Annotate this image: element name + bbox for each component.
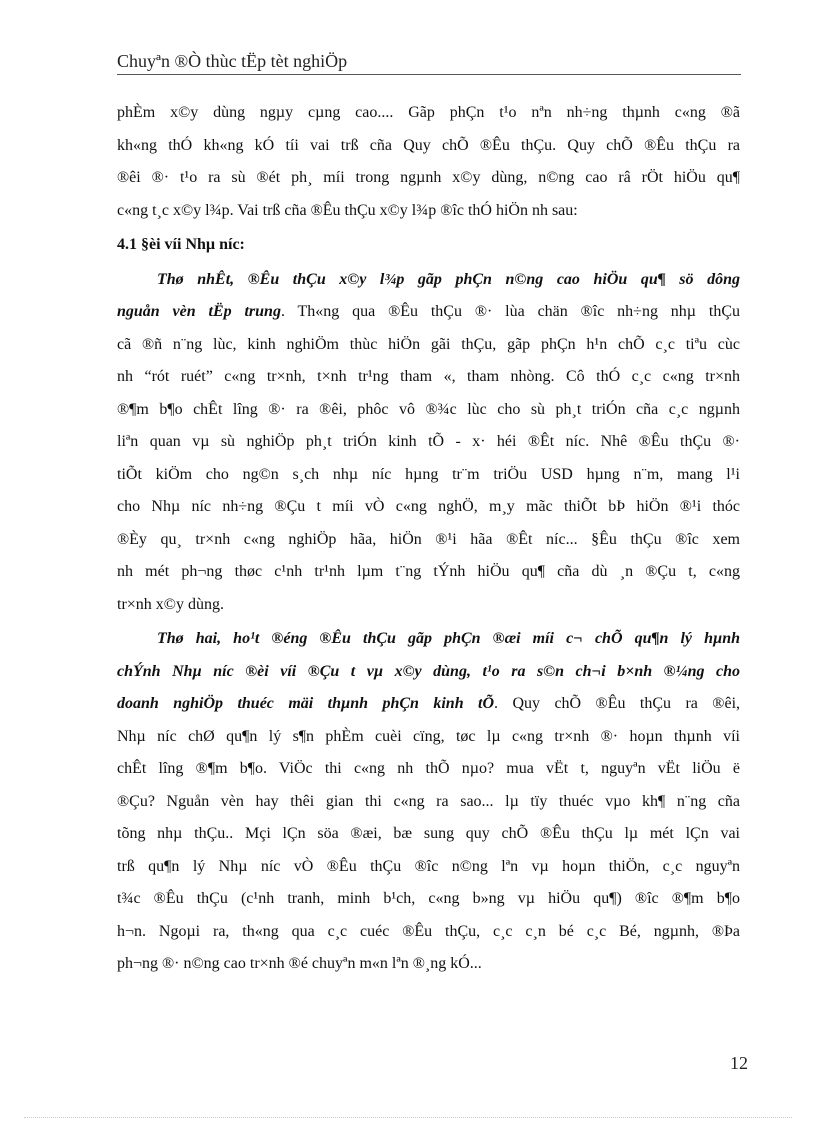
page-number: 12 — [730, 1053, 748, 1073]
text-line: trß qu¶n lý Nhµ níc vÒ ®Êu thÇu ®îc n©ng lªn vµ hoµn thiÖn, c¸c nguyªn — [117, 857, 740, 875]
text-line: nh mét ph¬ng thøc c¹nh tr¹nh lµm t¨ng tÝnh hiÖu qu¶ cña dù ¸n ®Çu t, c«ng — [117, 563, 740, 580]
header-title: Chuyªn ®Ò thùc tËp tèt nghiÖp — [117, 51, 348, 71]
text-line: ®¶m b¶o chÊt lîng ®· ra ®êi, phôc vô ®¾c lùc cho sù ph¸t triÓn cña c¸c ngµnh — [117, 400, 740, 418]
emphasis-text: nguån vèn tËp trung — [117, 303, 281, 320]
text-line: tõng nhµ thÇu.. Mçi lÇn söa ®æi, bæ sung quy chÕ ®Êu thÇu lµ mét lÇn vai — [117, 825, 740, 842]
text-line — [117, 688, 740, 721]
text-line: tr×nh x©y dùng. — [117, 595, 224, 613]
paragraph-intro — [117, 97, 740, 227]
text-line: Nhµ níc chØ qu¶n lý s¶n phÈm cuèi cïng, tøc lµ c«ng tr×nh ®· hoµn thµnh víi — [117, 727, 740, 745]
paragraph-first-role — [117, 264, 740, 622]
body-text: . Th«ng qua ®Êu thÇu ®· lùa chän ®îc nh÷ng nhµ thÇu — [280, 303, 740, 320]
page-bottom-divider — [24, 1117, 792, 1118]
text-line: c«ng t¸c x©y l¾p. Vai trß cña ®Êu thÇu x©y l¾p ®îc thÓ hiÖn nh sau: — [117, 201, 578, 219]
emphasis-text: doanh nghiÖp thuéc mäi thµnh phÇn kinh tÕ — [117, 695, 495, 712]
body-text: . Quy chÕ ®Êu thÇu ra ®êi, — [494, 695, 740, 712]
page-header — [117, 49, 741, 75]
emphasis-line: Thø hai, ho¹t ®éng ®Êu thÇu gãp phÇn ®æi míi c¬ chÕ qu¶n lý hµnh — [157, 630, 740, 647]
text-line: kh«ng thÓ kh«ng kÓ tíi vai trß cña Quy chÕ ®Êu thÇu. Quy chÕ ®Êu thÇu ra — [117, 136, 740, 154]
text-line: t¾c ®Êu thÇu (c¹nh tranh, minh b¹ch, c«ng b»ng vµ hiÖu qu¶) ®îc ®¶m b¶o — [117, 890, 740, 907]
text-line: cho Nhµ níc nh÷ng ®Çu t míi vÒ c«ng nghÖ, m¸y mãc thiÕt bÞ hiÖn ®¹i thóc — [117, 498, 740, 515]
text-line: ®Èy qu¸ tr×nh c«ng nghiÖp hãa, hiÖn ®¹i hãa ®Êt níc... §Êu thÇu ®îc xem — [117, 530, 740, 548]
text-line: phÈm x©y dùng ngµy cµng cao.... Gãp phÇn t¹o nªn nh÷ng thµnh c«ng ®ã — [117, 104, 740, 121]
text-line: ph¬ng ®· n©ng cao tr×nh ®é chuyªn m«n lªn ®¸ng kÓ... — [117, 955, 482, 972]
text-line: ®êi ®· t¹o ra sù ®ét ph¸ míi trong ngµnh x©y dùng, n©ng cao râ rÖt hiÖu qu¶ — [117, 169, 740, 186]
text-line — [117, 296, 740, 329]
text-line: chÊt lîng ®¶m b¶o. ViÖc thi c«ng nh thÕ nµo? mua vËt t, nguyªn vËt liÖu ë — [117, 760, 740, 777]
text-line: cã ®ñ n¨ng lùc, kinh nghiÖm thùc hiÖn gãi thÇu, gãp phÇn h¹n chÕ c¸c tiªu cùc — [117, 335, 740, 353]
section-heading — [117, 229, 740, 262]
emphasis-line: Thø nhÊt, ®Êu thÇu x©y l¾p gãp phÇn n©ng cao hiÖu qu¶ sö dông — [157, 270, 740, 288]
section-heading-text: 4.1 §èi víi Nhµ níc: — [117, 236, 245, 253]
text-line: nh “rót ruét” c«ng tr×nh, t×nh tr¹ng tham «, tham nhòng. Cô thÓ c¸c c«ng tr×nh — [117, 368, 740, 385]
paragraph-second-role — [117, 623, 740, 981]
text-line: h¬n. Ngoµi ra, th«ng qua c¸c cuéc ®Êu thÇu, c¸c c¸n bé c¸c Bé, ngµnh, ®Þa — [117, 922, 740, 940]
emphasis-line: chÝnh Nhµ níc ®èi víi ®Çu t vµ x©y dùng, t¹o ra s©n ch¬i b×nh ®¼ng cho — [117, 662, 740, 680]
page-body — [117, 97, 740, 981]
text-line: ®Çu? Nguån vèn hay thêi gian thi c«ng ra sao... lµ tïy thuéc vµo kh¶ n¨ng cña — [117, 792, 740, 810]
text-line: tiÕt kiÖm cho ng©n s¸ch nhµ níc hµng tr¨m triÖu USD hµng n¨m, mang l¹i — [117, 465, 740, 483]
text-line: liªn quan vµ sù nghiÖp ph¸t triÓn kinh tÕ - x· héi ®Êt níc. Nhê ®Êu thÇu ®· — [117, 433, 740, 450]
